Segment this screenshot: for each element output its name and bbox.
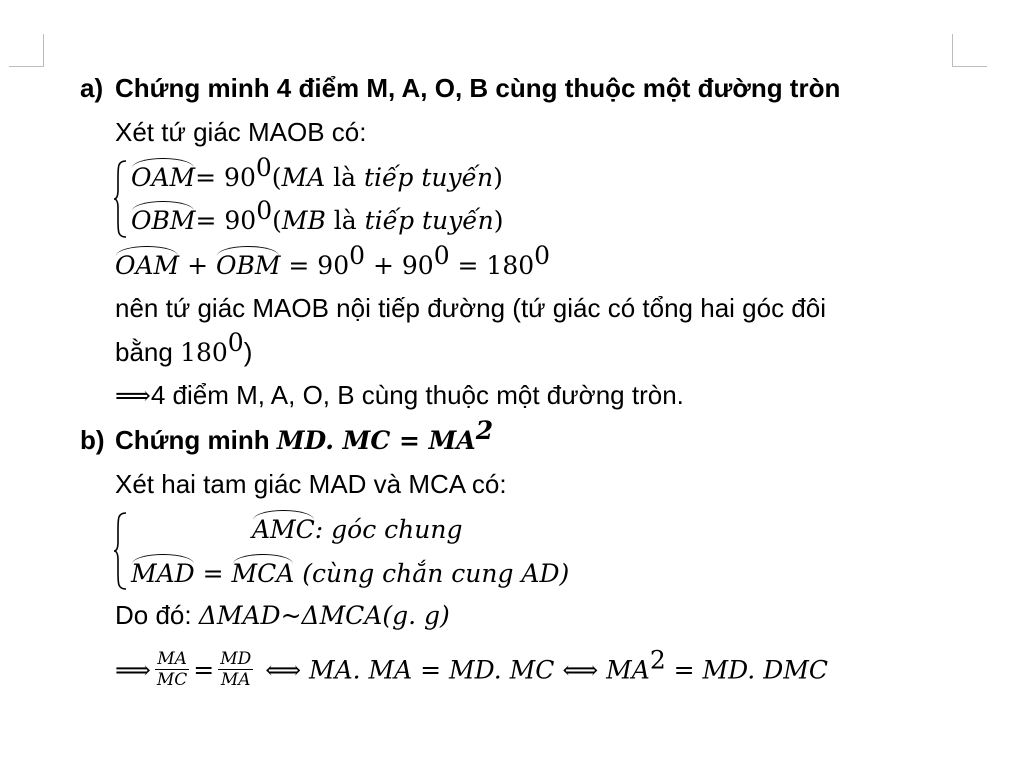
- part-a-system-line-2: $OBM= 90^0(MB$ là tiếp tuyến): [131, 196, 504, 235]
- fraction-ma-mc: $\frac{MA}{MC}$: [156, 649, 188, 690]
- angle-obm: OBM: [131, 206, 196, 235]
- implies-arrow: ⟹: [115, 381, 151, 410]
- part-b-result: ⟹ $\frac{MA}{MC}$ = $\frac{MD}{MA}$ ⟺ MA. MA = MD. MC ⟺ $MA^2$ = MD. DMC: [115, 645, 828, 690]
- system-brace-a: [113, 160, 127, 238]
- part-a-conclusion-2: bằng $180^0$): [115, 328, 253, 367]
- part-a-title: Chứng minh 4 điểm M, A, O, B cùng thuộc một đường tròn: [115, 73, 841, 103]
- page-corner-mark-right: [952, 34, 987, 67]
- fraction-md-ma: $\frac{MD}{MA}$: [220, 649, 252, 690]
- part-a-consider: Xét tứ giác MAOB có:: [115, 117, 367, 147]
- part-a-final: ⟹4 điểm M, A, O, B cùng thuộc một đường tròn.: [115, 380, 684, 410]
- system-brace-b: [113, 512, 127, 590]
- part-b-therefore: Do đó: ΔMAD~ΔMCA(g. g): [115, 600, 450, 630]
- part-a-system-line-1: $OAM= 90^0(MA$ là tiếp tuyến): [131, 153, 503, 192]
- part-a-angle-sum: OAM + OBM = $90^0 + 90^0 = 180^0$: [115, 241, 551, 280]
- part-b-system-line-1: AMC: góc chung: [252, 515, 463, 544]
- part-b-system-line-2: MAD = MCA (cùng chắn cung AD): [131, 559, 570, 588]
- angle-oam: OAM: [131, 163, 196, 192]
- part-b-label: b): [80, 425, 105, 455]
- angle-mca: MCA: [231, 559, 295, 588]
- part-b-consider: Xét hai tam giác MAD và MCA có:: [115, 469, 507, 499]
- part-b-title: Chứng minh MD. MC = $MA^2$: [115, 416, 494, 455]
- part-a-label: a): [80, 73, 104, 103]
- part-a-conclusion-1: nên tứ giác MAOB nội tiếp đường (tứ giác có tổng hai góc đôi: [115, 293, 826, 323]
- page-corner-mark-left: [9, 34, 44, 67]
- angle-amc: AMC: [252, 515, 315, 544]
- angle-mad: MAD: [131, 559, 195, 588]
